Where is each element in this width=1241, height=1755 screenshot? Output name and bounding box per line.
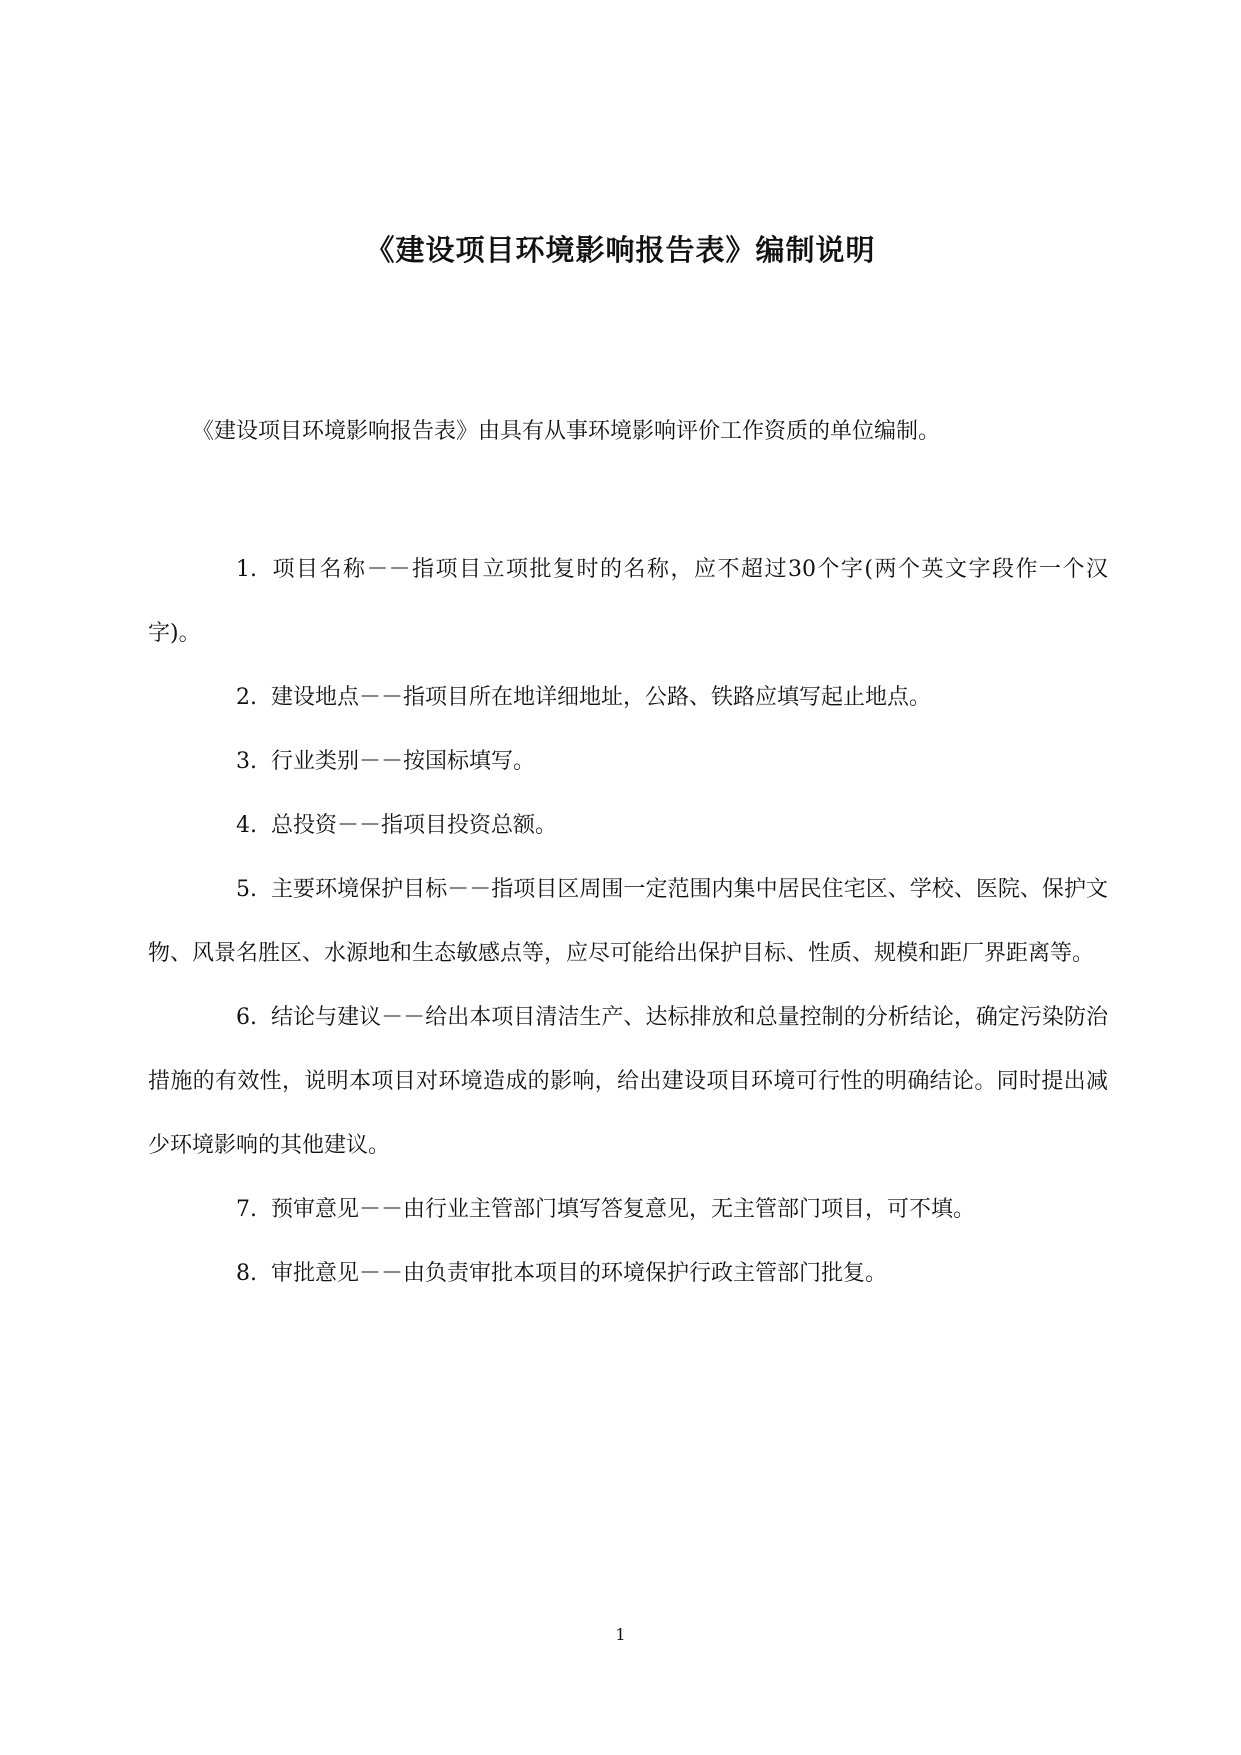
item-text: 建设地点－－指项目所在地详细地址，公路、铁路应填写起止地点。 xyxy=(271,685,932,710)
list-item xyxy=(148,1242,1108,1306)
list-item xyxy=(148,794,1108,858)
item-text: 主要环境保护目标－－指项目区周围一定范围内集中居民住宅区、学校、医院、保护文物、风景名胜区、水源地和生态敏感点等，应尽可能给出保护目标、性质、规模和距厂界距离等。 xyxy=(148,877,1108,966)
item-number: 4. xyxy=(236,813,257,838)
item-number: 7. xyxy=(236,1197,257,1222)
item-text: 项目名称－－指项目立项批复时的名称，应不超过30个字(两个英文字段作一个汉字)。 xyxy=(148,557,1108,646)
item-text: 结论与建议－－给出本项目清洁生产、达标排放和总量控制的分析结论，确定污染防治措施的有效性，说明本项目对环境造成的影响，给出建设项目环境可行性的明确结论。同时提出减少环境影响的其他建议。 xyxy=(148,1005,1108,1158)
item-text: 审批意见－－由负责审批本项目的环境保护行政主管部门批复。 xyxy=(271,1261,888,1286)
item-text: 预审意见－－由行业主管部门填写答复意见，无主管部门项目，可不填。 xyxy=(271,1197,976,1222)
list-item xyxy=(148,1178,1108,1242)
list-item xyxy=(148,986,1108,1178)
item-text: 总投资－－指项目投资总额。 xyxy=(271,813,558,838)
list-item xyxy=(148,858,1108,986)
list-item xyxy=(148,666,1108,730)
list-item xyxy=(148,730,1108,794)
item-number: 8. xyxy=(236,1261,257,1286)
list-item xyxy=(148,538,1108,666)
item-number: 5. xyxy=(236,877,257,902)
document-title: 《建设项目环境影响报告表》编制说明 xyxy=(365,233,876,267)
item-number: 6. xyxy=(236,1005,257,1030)
intro-paragraph: 《建设项目环境影响报告表》由具有从事环境影响评价工作资质的单位编制。 xyxy=(192,419,941,444)
item-number: 2. xyxy=(236,685,257,710)
page-number: 1 xyxy=(615,1625,626,1644)
item-number: 3. xyxy=(236,749,257,774)
instruction-list xyxy=(148,538,1108,1306)
item-text: 行业类别－－按国标填写。 xyxy=(271,749,536,774)
item-number: 1. xyxy=(236,557,257,582)
